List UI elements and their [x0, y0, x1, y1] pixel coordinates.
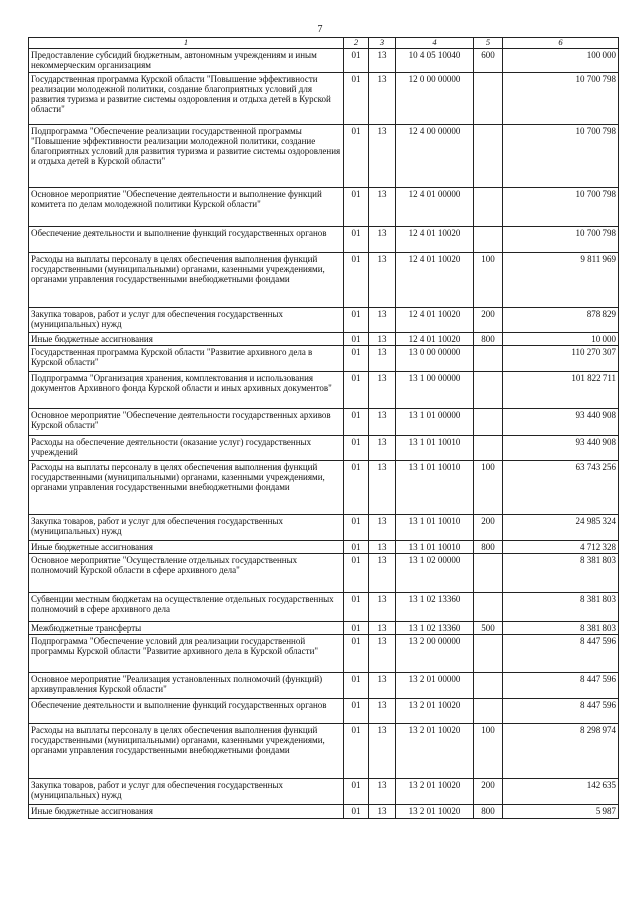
row-target-article: 13 1 01 10010 [396, 540, 474, 553]
row-expense-type: 200 [474, 307, 503, 332]
row-amount: 10 700 798 [503, 226, 619, 252]
row-name: Закупка товаров, работ и услуг для обеспечения государственных (муниципальных) нужд [29, 514, 344, 540]
table-row [29, 698, 619, 723]
row-target-article: 13 1 02 13360 [396, 621, 474, 634]
table-row [29, 435, 619, 460]
row-amount: 8 447 596 [503, 698, 619, 723]
row-subsection: 13 [369, 514, 396, 540]
row-amount: 93 440 908 [503, 435, 619, 460]
row-subsection: 13 [369, 621, 396, 634]
row-subsection: 13 [369, 345, 396, 371]
row-expense-type [474, 408, 503, 435]
row-amount: 10 700 798 [503, 72, 619, 124]
row-name: Закупка товаров, работ и услуг для обеспечения государственных (муниципальных) нужд [29, 307, 344, 332]
row-section: 01 [344, 592, 369, 621]
row-amount: 8 381 803 [503, 621, 619, 634]
table-row [29, 124, 619, 187]
row-target-article: 13 2 01 00000 [396, 672, 474, 698]
table-row [29, 371, 619, 408]
row-subsection: 13 [369, 778, 396, 804]
row-amount: 8 298 974 [503, 723, 619, 778]
table-row [29, 778, 619, 804]
table-row [29, 345, 619, 371]
table-row [29, 226, 619, 252]
table-row [29, 460, 619, 514]
row-name: Расходы на выплаты персоналу в целях обеспечения выполнения функций государственными (муниципальными) органами, казенными учреждениями, органами управления государственными внебюджетными фондами [29, 252, 344, 307]
row-name: Основное мероприятие "Реализация установленных полномочий (функций) архивуправления Курской области" [29, 672, 344, 698]
table-row [29, 804, 619, 818]
row-name: Обеспечение деятельности и выполнение функций государственных органов [29, 698, 344, 723]
header-row [29, 38, 619, 49]
row-subsection: 13 [369, 371, 396, 408]
row-section: 01 [344, 723, 369, 778]
row-name: Межбюджетные трансферты [29, 621, 344, 634]
row-expense-type [474, 124, 503, 187]
row-amount: 63 743 256 [503, 460, 619, 514]
table-row [29, 252, 619, 307]
row-name: Обеспечение деятельности и выполнение функций государственных органов [29, 226, 344, 252]
row-name: Иные бюджетные ассигнования [29, 804, 344, 818]
row-section: 01 [344, 332, 369, 345]
row-amount: 10 000 [503, 332, 619, 345]
row-amount: 101 822 711 [503, 371, 619, 408]
row-expense-type: 200 [474, 778, 503, 804]
row-subsection: 13 [369, 553, 396, 592]
row-name: Иные бюджетные ассигнования [29, 540, 344, 553]
row-expense-type [474, 226, 503, 252]
row-expense-type [474, 345, 503, 371]
row-section: 01 [344, 307, 369, 332]
row-amount: 100 000 [503, 48, 619, 72]
row-section: 01 [344, 187, 369, 226]
row-target-article: 12 4 01 00000 [396, 187, 474, 226]
row-name: Государственная программа Курской области "Повышение эффективности реализации молодежной политики, создание благоприятных условий для развития туризма и развитие системы оздоровления и отдыха детей в Курской области" [29, 72, 344, 124]
row-target-article: 13 2 01 10020 [396, 698, 474, 723]
table-row [29, 621, 619, 634]
row-subsection: 13 [369, 72, 396, 124]
row-expense-type [474, 72, 503, 124]
row-expense-type: 100 [474, 252, 503, 307]
row-section: 01 [344, 672, 369, 698]
row-subsection: 13 [369, 672, 396, 698]
row-target-article: 13 2 01 10020 [396, 778, 474, 804]
row-amount: 93 440 908 [503, 408, 619, 435]
row-amount: 8 381 803 [503, 592, 619, 621]
row-expense-type: 200 [474, 514, 503, 540]
row-amount: 10 700 798 [503, 124, 619, 187]
row-name: Подпрограмма "Организация хранения, комплектования и использования документов Архивного фонда Курской области и иных архивных документов" [29, 371, 344, 408]
row-name: Подпрограмма "Обеспечение реализации государственной программы "Повышение эффективности реализации молодежной политики, создание благоприятных условий для развития туризма и развитие системы оздоровления и отдыха детей в Курской области" [29, 124, 344, 187]
header-cell-6: 6 [503, 38, 619, 49]
row-expense-type [474, 592, 503, 621]
table-row [29, 187, 619, 226]
row-target-article: 12 4 01 10020 [396, 332, 474, 345]
row-section: 01 [344, 514, 369, 540]
row-expense-type [474, 634, 503, 672]
row-amount: 878 829 [503, 307, 619, 332]
table-row [29, 672, 619, 698]
row-name: Основное мероприятие "Осуществление отдельных государственных полномочий Курской области в сфере архивного дела" [29, 553, 344, 592]
row-section: 01 [344, 698, 369, 723]
row-subsection: 13 [369, 226, 396, 252]
row-name: Субвенции местным бюджетам на осуществление отдельных государственных полномочий в сфере архивного дела [29, 592, 344, 621]
row-subsection: 13 [369, 307, 396, 332]
table-row [29, 48, 619, 72]
row-amount: 10 700 798 [503, 187, 619, 226]
row-target-article: 13 1 02 13360 [396, 592, 474, 621]
row-amount: 142 635 [503, 778, 619, 804]
row-target-article: 13 2 00 00000 [396, 634, 474, 672]
header-cell-2: 2 [344, 38, 369, 49]
row-target-article: 13 1 01 10010 [396, 435, 474, 460]
header-cell-3: 3 [369, 38, 396, 49]
table-row [29, 514, 619, 540]
row-section: 01 [344, 345, 369, 371]
row-target-article: 10 4 05 10040 [396, 48, 474, 72]
header-cell-5: 5 [474, 38, 503, 49]
row-expense-type [474, 371, 503, 408]
row-amount: 8 381 803 [503, 553, 619, 592]
row-expense-type: 100 [474, 460, 503, 514]
table-header [29, 38, 619, 49]
row-section: 01 [344, 72, 369, 124]
row-section: 01 [344, 540, 369, 553]
header-cell-4: 4 [396, 38, 474, 49]
row-name: Подпрограмма "Обеспечение условий для реализации государственной программы Курской области "Развитие архивного дела в Курской области" [29, 634, 344, 672]
row-target-article: 12 4 01 10020 [396, 252, 474, 307]
row-subsection: 13 [369, 252, 396, 307]
header-cell-1: 1 [29, 38, 344, 49]
row-subsection: 13 [369, 634, 396, 672]
row-name: Расходы на обеспечение деятельности (оказание услуг) государственных учреждений [29, 435, 344, 460]
row-amount: 9 811 969 [503, 252, 619, 307]
page-number: 7 [317, 24, 323, 35]
row-subsection: 13 [369, 540, 396, 553]
table-row [29, 408, 619, 435]
row-subsection: 13 [369, 435, 396, 460]
row-subsection: 13 [369, 124, 396, 187]
table-row [29, 592, 619, 621]
row-section: 01 [344, 460, 369, 514]
row-section: 01 [344, 408, 369, 435]
row-name: Основное мероприятие "Обеспечение деятельности государственных архивов Курской области" [29, 408, 344, 435]
row-target-article: 13 2 01 10020 [396, 804, 474, 818]
table-body [29, 48, 619, 818]
row-target-article: 13 2 01 10020 [396, 723, 474, 778]
row-target-article: 13 1 01 10010 [396, 514, 474, 540]
row-name: Государственная программа Курской области "Развитие архивного дела в Курской области" [29, 345, 344, 371]
row-section: 01 [344, 778, 369, 804]
row-amount: 110 270 307 [503, 345, 619, 371]
row-expense-type: 800 [474, 540, 503, 553]
row-name: Расходы на выплаты персоналу в целях обеспечения выполнения функций государственными (муниципальными) органами, казенными учреждениями, органами управления государственными внебюджетными фондами [29, 460, 344, 514]
row-amount: 24 985 324 [503, 514, 619, 540]
row-target-article: 12 4 01 10020 [396, 307, 474, 332]
row-name: Предоставление субсидий бюджетным, автономным учреждениям и иным некоммерческим организациям [29, 48, 344, 72]
table-row [29, 634, 619, 672]
table-row [29, 553, 619, 592]
row-target-article: 12 4 00 00000 [396, 124, 474, 187]
row-section: 01 [344, 48, 369, 72]
row-subsection: 13 [369, 592, 396, 621]
row-expense-type: 500 [474, 621, 503, 634]
row-expense-type [474, 187, 503, 226]
table-row [29, 332, 619, 345]
row-amount: 8 447 596 [503, 634, 619, 672]
row-subsection: 13 [369, 48, 396, 72]
row-subsection: 13 [369, 187, 396, 226]
row-expense-type [474, 435, 503, 460]
row-name: Закупка товаров, работ и услуг для обеспечения государственных (муниципальных) нужд [29, 778, 344, 804]
row-name: Основное мероприятие "Обеспечение деятельности и выполнение функций комитета по делам молодежной политики Курской области" [29, 187, 344, 226]
row-subsection: 13 [369, 804, 396, 818]
row-expense-type [474, 698, 503, 723]
row-section: 01 [344, 804, 369, 818]
row-section: 01 [344, 435, 369, 460]
row-subsection: 13 [369, 332, 396, 345]
table-row [29, 723, 619, 778]
row-amount: 4 712 328 [503, 540, 619, 553]
row-section: 01 [344, 371, 369, 408]
table-row [29, 540, 619, 553]
row-amount: 8 447 596 [503, 672, 619, 698]
row-subsection: 13 [369, 723, 396, 778]
row-subsection: 13 [369, 698, 396, 723]
row-section: 01 [344, 124, 369, 187]
row-expense-type: 600 [474, 48, 503, 72]
row-target-article: 12 0 00 00000 [396, 72, 474, 124]
row-name: Расходы на выплаты персоналу в целях обеспечения выполнения функций государственными (муниципальными) органами, казенными учреждениями, органами управления государственными внебюджетными фондами [29, 723, 344, 778]
row-subsection: 13 [369, 460, 396, 514]
row-expense-type [474, 672, 503, 698]
row-section: 01 [344, 553, 369, 592]
row-target-article: 13 1 00 00000 [396, 371, 474, 408]
row-section: 01 [344, 226, 369, 252]
row-target-article: 13 1 01 10010 [396, 460, 474, 514]
row-amount: 5 987 [503, 804, 619, 818]
row-target-article: 13 0 00 00000 [396, 345, 474, 371]
row-name: Иные бюджетные ассигнования [29, 332, 344, 345]
row-target-article: 13 1 02 00000 [396, 553, 474, 592]
table-row [29, 307, 619, 332]
row-expense-type: 100 [474, 723, 503, 778]
row-expense-type: 800 [474, 804, 503, 818]
row-expense-type [474, 553, 503, 592]
row-subsection: 13 [369, 408, 396, 435]
row-target-article: 13 1 01 00000 [396, 408, 474, 435]
budget-table [28, 37, 619, 819]
row-target-article: 12 4 01 10020 [396, 226, 474, 252]
row-section: 01 [344, 634, 369, 672]
row-expense-type: 800 [474, 332, 503, 345]
table-row [29, 72, 619, 124]
row-section: 01 [344, 252, 369, 307]
row-section: 01 [344, 621, 369, 634]
